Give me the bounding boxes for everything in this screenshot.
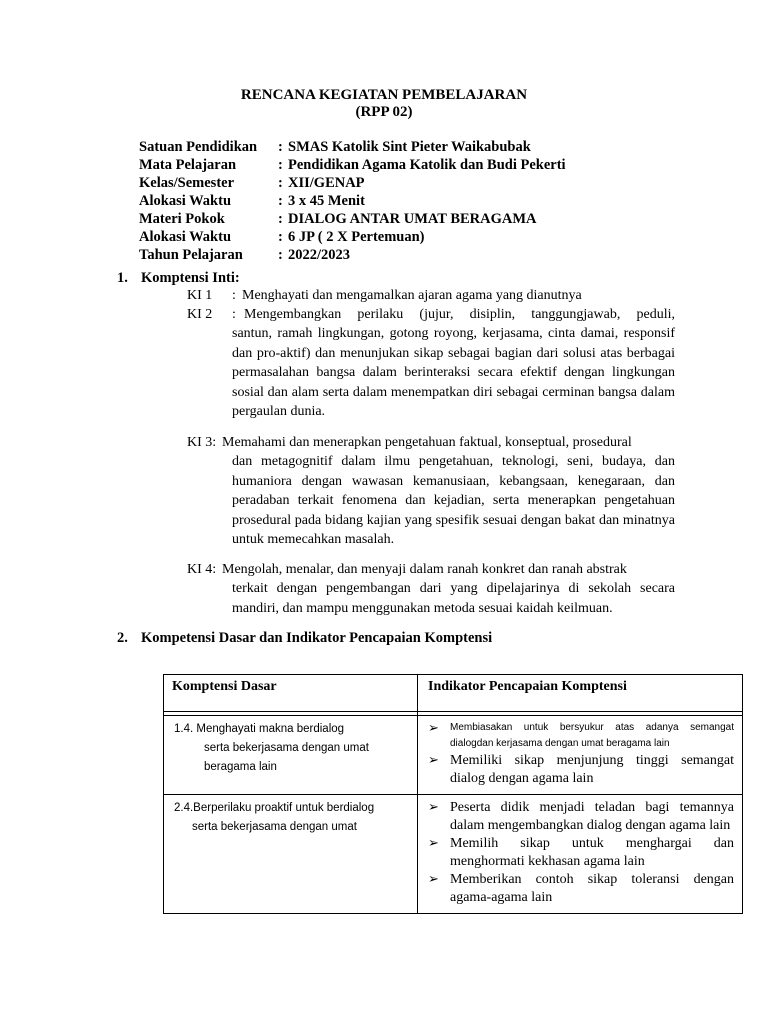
info-value: 2022/2023 (288, 247, 351, 263)
section-title: Komptensi Inti: (141, 270, 240, 286)
info-label: Materi Pokok (139, 211, 225, 227)
indicator-list (418, 795, 742, 913)
competency-table (163, 674, 743, 914)
ki-1-text: Menghayati dan mengamalkan ajaran agama yang dianutnya (242, 288, 582, 303)
ki-1-separator: : (232, 288, 236, 303)
kd-line: serta bekerjasama dengan umat (192, 821, 357, 833)
ki-2-first-line: Mengembangkan perilaku (jujur, disiplin, tanggungjawab, peduli, (244, 307, 675, 322)
kd-line: 2.4.Berperilaku proaktif untuk berdialog (174, 802, 375, 814)
ki-3-first-line: Memahami dan menerapkan pengetahuan faktual, konseptual, prosedural (222, 435, 632, 450)
info-row-kelas (139, 174, 566, 192)
ki-4-label: KI 4: (187, 562, 217, 577)
info-label: Kelas/Semester (139, 175, 235, 191)
ki-3-label: KI 3: (187, 435, 217, 450)
info-row-alokasi (139, 192, 566, 210)
section-title: Kompetensi Dasar dan Indikator Pencapaian Komptensi (141, 630, 493, 646)
ki-3-text: dan metagognitif dalam ilmu pengetahuan, teknologi, seni, budaya, dan humaniora dengan wawasan kemanusiaan, kebangsaan, kenegaraan, dan peradaban terkait fenomena dan kejadian, serta menerapkan pengetahuan prosedural pada bidang kajian yang spesifik sesuai dengan bakat dan minatnya untuk memecahkan masalah. (232, 454, 675, 548)
info-row-materi (139, 210, 566, 228)
info-row-satuan (139, 138, 566, 156)
info-separator: : (278, 211, 283, 227)
document-subtitle: (RPP 02) (355, 104, 413, 120)
indicator-text: Memilih sikap untuk menghargai dan menghormati kekhasan agama lain (450, 836, 734, 869)
info-value: Pendidikan Agama Katolik dan Budi Pekerti (288, 157, 566, 173)
table-header-row (164, 675, 743, 712)
info-separator: : (278, 193, 283, 209)
arrow-bullet-icon: ➢ (428, 835, 439, 850)
kd-cell-2-4 (164, 795, 418, 914)
kd-line: 1.4. Menghayati makna berdialog (174, 723, 345, 735)
identity-block (139, 138, 566, 264)
list-item (428, 799, 734, 835)
indicator-text: Memiliki sikap menjunjung tinggi semangat dialog dengan agama lain (450, 753, 734, 786)
indicator-text: Membiasakan untuk bersyukur atas adanya semangat dialogdan kerjasama dengan umat beragama lain (450, 722, 734, 749)
indicator-list (418, 716, 742, 794)
info-value: SMAS Katolik Sint Pieter Waikabubak (288, 139, 531, 155)
ki-4-text: terkait dengan pengembangan dari yang dipelajarinya di sekolah secara mandiri, dan mampu menggunakan metoda sesuai kaidah keilmuan. (232, 581, 675, 616)
info-row-mapel (139, 156, 566, 174)
info-label: Alokasi Waktu (139, 193, 232, 209)
section-2-heading (117, 630, 492, 647)
ki-2-separator: : (232, 307, 236, 322)
ki-2-label: KI 2 (187, 307, 213, 322)
info-value: XII/GENAP (288, 175, 365, 191)
info-value: 6 JP ( 2 X Pertemuan) (288, 229, 425, 245)
ki-1-label: KI 1 (187, 288, 213, 303)
table-row (164, 795, 743, 914)
list-item (428, 720, 734, 752)
info-separator: : (278, 229, 283, 245)
info-separator: : (278, 139, 283, 155)
document-title: RENCANA KEGIATAN PEMBELAJARAN (240, 87, 528, 103)
section-number: 2. (117, 630, 128, 646)
info-label: Mata Pelajaran (139, 157, 237, 173)
indicator-text: Peserta didik menjadi teladan bagi temannya dalam mengembangkan dialog dengan agama lain (450, 800, 734, 833)
info-separator: : (278, 175, 283, 191)
section-number: 1. (117, 270, 128, 286)
info-separator: : (278, 247, 283, 263)
info-label: Tahun Pelajaran (139, 247, 243, 263)
list-item (428, 752, 734, 788)
info-row-tahun (139, 246, 566, 264)
list-item (428, 871, 734, 907)
arrow-bullet-icon: ➢ (428, 799, 439, 814)
info-value: DIALOG ANTAR UMAT BERAGAMA (288, 211, 537, 227)
section-1-heading (117, 270, 240, 287)
ki-4-first-line: Mengolah, menalar, dan menyaji dalam ranah konkret dan ranah abstrak (222, 562, 627, 577)
header-indikator: Indikator Pencapaian Komptensi (418, 675, 743, 712)
kd-line: beragama lain (204, 761, 277, 773)
info-row-alokasi-jp (139, 228, 566, 246)
table-row (164, 716, 743, 795)
arrow-bullet-icon: ➢ (428, 720, 439, 735)
info-label: Satuan Pendidikan (139, 139, 258, 155)
header-kompetensi-dasar: Komptensi Dasar (164, 675, 418, 712)
arrow-bullet-icon: ➢ (428, 752, 439, 767)
list-item (428, 835, 734, 871)
info-separator: : (278, 157, 283, 173)
indicator-text: Memberikan contoh sikap toleransi dengan agama-agama lain (450, 872, 734, 905)
ki-2-text: santun, ramah lingkungan, gotong royong, kerjasama, cinta damai, responsif dan pro-aktif) dan menunjukan sikap sebagai bagian dari solusi atas berbagai permasalahan bangsa dalam berinteraksi secara efektif dengan lingkungan sosial dan alam serta dalam menempatkan diri sebagai cerminan bangsa dalam pergaulan dunia. (232, 326, 675, 420)
kd-line: serta bekerjasama dengan umat (204, 742, 369, 754)
indicator-cell-2 (418, 795, 743, 914)
indicator-cell-1 (418, 716, 743, 795)
info-label: Alokasi Waktu (139, 229, 232, 245)
arrow-bullet-icon: ➢ (428, 871, 439, 886)
info-value: 3 x 45 Menit (288, 193, 365, 209)
kd-cell-1-4 (164, 716, 418, 795)
